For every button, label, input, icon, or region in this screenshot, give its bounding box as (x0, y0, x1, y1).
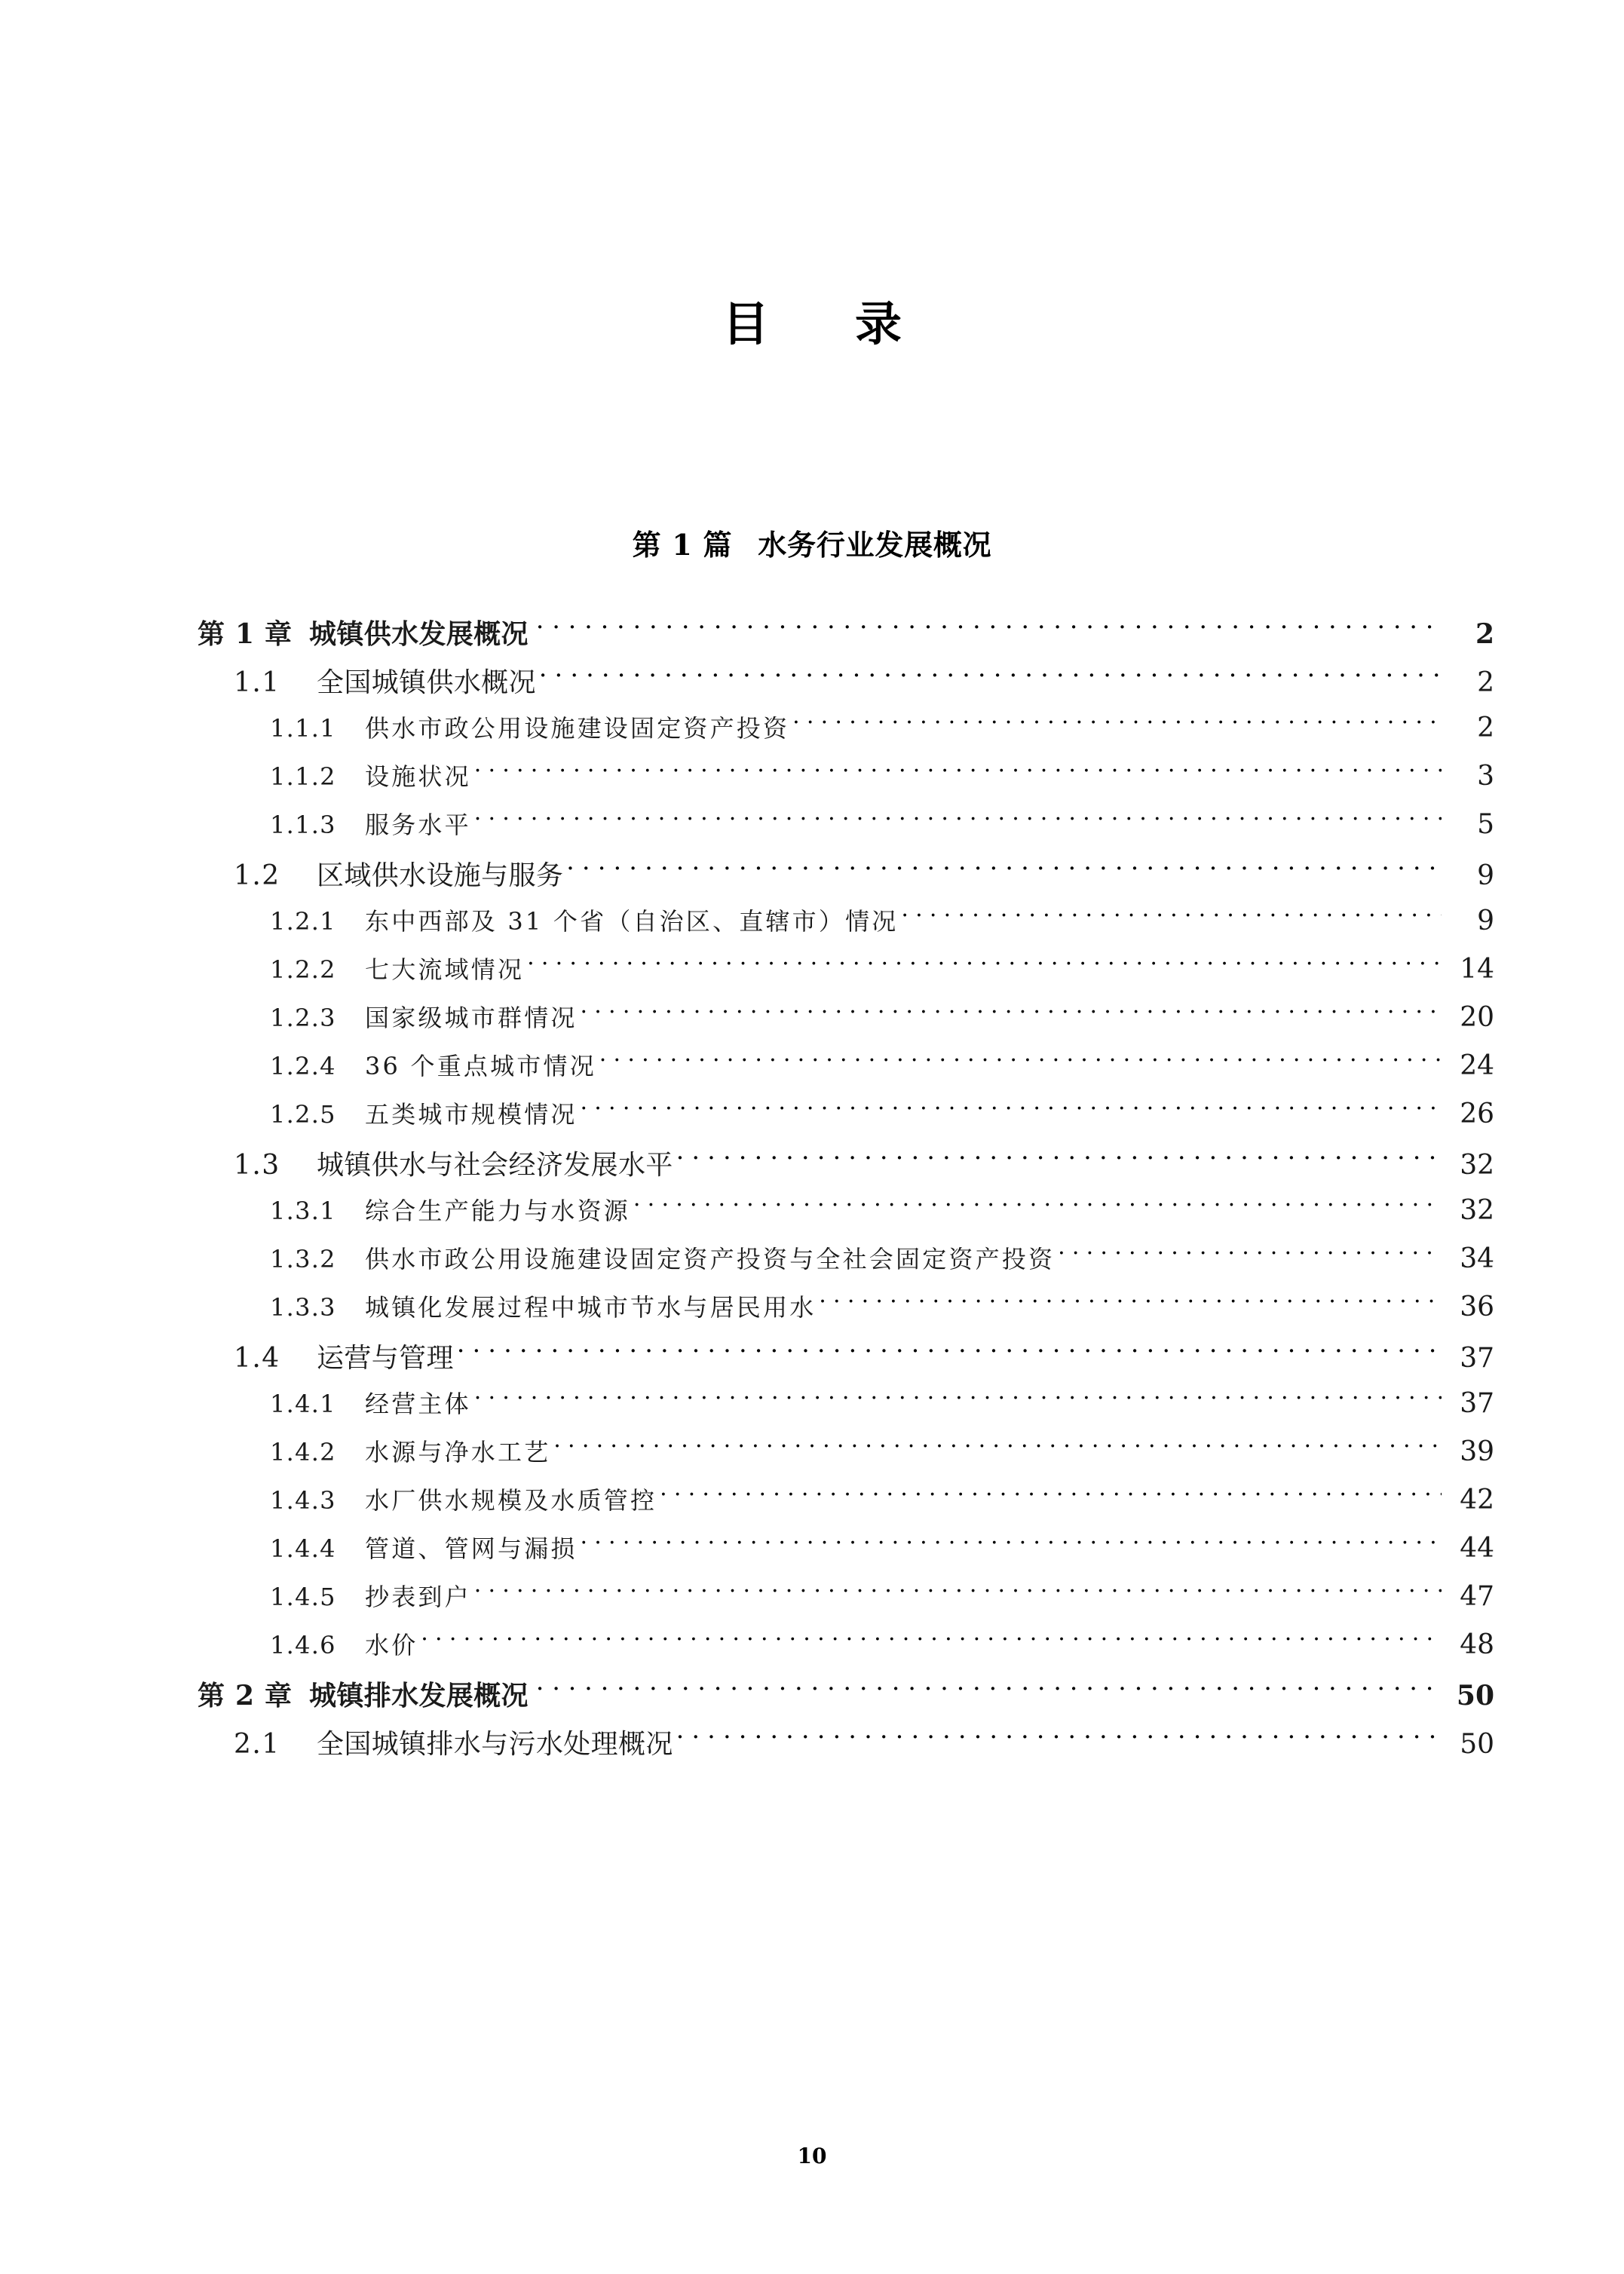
toc-entry-page-number: 37 (1460, 1343, 1494, 1374)
toc-entry-title: 城镇供水与社会经济发展水平 (317, 1150, 673, 1181)
toc-entry-label (270, 1530, 578, 1565)
toc-entry-label (270, 1240, 1055, 1275)
toc-entry-page-number: 2 (1475, 618, 1494, 650)
toc-entry-number: 1.2 (234, 860, 280, 891)
toc-entry-number: 2.1 (234, 1729, 280, 1760)
toc-entry-title: 抄表到户 (365, 1583, 471, 1611)
toc-entry-page-number: 34 (1460, 1243, 1494, 1274)
toc-entry[interactable] (234, 854, 1494, 903)
toc-entry-label (270, 951, 524, 985)
toc-entry-title: 城镇化发展过程中城市节水与居民用水 (365, 1293, 817, 1322)
toc-entry[interactable] (270, 1240, 1494, 1289)
toc-entry[interactable] (198, 613, 1494, 661)
toc-entry-title: 水源与净水工艺 (365, 1438, 551, 1466)
toc-entry[interactable] (270, 1192, 1494, 1240)
toc-entry-title: 七大流域情况 (365, 955, 525, 984)
toc-entry[interactable] (270, 1433, 1494, 1482)
toc-entry-number: 1.1.2 (270, 762, 336, 791)
toc-dot-leader (536, 616, 1442, 643)
toc-dot-leader (819, 1292, 1442, 1316)
toc-entry-label (270, 1289, 816, 1323)
part-title: 水务行业发展概况 (758, 528, 992, 562)
toc-entry-number: 1.1.3 (270, 811, 336, 839)
toc-entry[interactable] (234, 661, 1494, 709)
toc-dot-leader (581, 1099, 1442, 1123)
toc-dot-leader (527, 954, 1442, 978)
toc-entry[interactable] (270, 1096, 1494, 1144)
toc-entry[interactable] (270, 806, 1494, 854)
toc-entry-number: 1.3.3 (270, 1293, 336, 1322)
toc-entry-title: 全国城镇排水与污水处理概况 (317, 1729, 673, 1760)
footer-page-number: 10 (797, 2144, 827, 2168)
toc-entry-number: 1.4.1 (270, 1390, 336, 1418)
toc-entry-number: 1.3 (234, 1150, 280, 1181)
toc-entry-page-number: 50 (1456, 1680, 1494, 1712)
toc-entry-page-number: 9 (1477, 860, 1494, 891)
toc-entry[interactable] (270, 1530, 1494, 1578)
toc-entry-title: 区域供水设施与服务 (317, 860, 564, 891)
toc-dot-leader (457, 1340, 1442, 1367)
toc-entry-number: 第 2 章 (198, 1680, 293, 1712)
toc-entry[interactable] (270, 903, 1494, 951)
toc-entry-page-number: 24 (1460, 1050, 1494, 1081)
toc-entry-label (198, 613, 529, 651)
toc-dot-leader (660, 1485, 1442, 1509)
toc-entry-page-number: 48 (1460, 1629, 1494, 1660)
toc-dot-leader (536, 1678, 1442, 1705)
part-heading (0, 522, 1624, 563)
toc-entry-label (234, 1723, 673, 1761)
toc-entry[interactable] (234, 1337, 1494, 1385)
toc-dot-leader (1058, 1243, 1442, 1267)
toc-entry-title: 东中西部及 31 个省（自治区、直辖市）情况 (365, 907, 899, 936)
toc-entry-label (198, 1675, 529, 1713)
toc-entry-title: 综合生产能力与水资源 (365, 1197, 631, 1225)
toc-dot-leader (633, 1195, 1442, 1219)
table-of-contents (0, 613, 1624, 1771)
toc-entry-page-number: 36 (1460, 1292, 1494, 1322)
toc-dot-leader (792, 713, 1442, 737)
toc-entry-label (270, 1482, 657, 1516)
toc-entry-number: 1.3.1 (270, 1197, 336, 1225)
toc-entry[interactable] (270, 1289, 1494, 1337)
toc-entry-title: 运营与管理 (317, 1343, 454, 1374)
toc-entry-title: 城镇供水发展概况 (309, 618, 529, 650)
toc-entry-page-number: 14 (1460, 954, 1494, 985)
toc-entry-number: 1.4 (234, 1343, 280, 1374)
toc-entry[interactable] (270, 1047, 1494, 1096)
toc-dot-leader (474, 1388, 1442, 1412)
toc-entry-number: 1.4.6 (270, 1631, 336, 1660)
toc-entry-number: 1.2.3 (270, 1004, 336, 1032)
toc-dot-leader (581, 1533, 1442, 1557)
toc-entry-page-number: 20 (1460, 1002, 1494, 1033)
toc-entry-page-number: 39 (1460, 1436, 1494, 1467)
toc-entry[interactable] (270, 758, 1494, 806)
toc-entry-title: 管道、管网与漏损 (365, 1534, 578, 1563)
toc-entry-title: 供水市政公用设施建设固定资产投资 (365, 714, 790, 743)
toc-entry-label (270, 1047, 596, 1082)
toc-entry-page-number: 2 (1477, 667, 1494, 698)
toc-entry-title: 水价 (365, 1631, 418, 1660)
toc-entry-title: 全国城镇供水概况 (317, 667, 536, 698)
toc-entry-title: 经营主体 (365, 1390, 471, 1418)
toc-entry[interactable] (270, 1385, 1494, 1433)
toc-entry[interactable] (234, 1723, 1494, 1771)
toc-entry-label (270, 903, 898, 937)
toc-entry[interactable] (270, 999, 1494, 1047)
toc-dot-leader (474, 809, 1442, 833)
page-title: 目 录 (722, 296, 922, 351)
toc-dot-leader (901, 906, 1442, 930)
toc-entry-label (270, 1192, 630, 1227)
toc-entry-page-number: 3 (1477, 761, 1494, 792)
toc-entry-number: 1.4.3 (270, 1486, 336, 1515)
toc-entry[interactable] (270, 1578, 1494, 1626)
toc-entry-page-number: 32 (1460, 1195, 1494, 1226)
toc-entry[interactable] (270, 709, 1494, 758)
toc-entry-label (270, 1096, 578, 1130)
toc-entry-number: 1.2.1 (270, 907, 336, 936)
toc-entry-label (270, 1433, 550, 1468)
toc-entry-title: 五类城市规模情况 (365, 1100, 578, 1129)
toc-entry[interactable] (234, 1144, 1494, 1192)
toc-entry-label (234, 661, 536, 700)
part-number: 第 1 篇 (632, 528, 733, 562)
toc-entry-number: 1.2.4 (270, 1052, 336, 1080)
toc-entry-label (270, 709, 789, 744)
toc-dot-leader (553, 1436, 1442, 1460)
toc-entry[interactable] (198, 1675, 1494, 1723)
toc-entry-title: 设施状况 (365, 762, 471, 791)
toc-entry-label (270, 1578, 471, 1613)
toc-entry-label (234, 1337, 454, 1375)
toc-entry-label (270, 806, 471, 841)
toc-entry-label (270, 999, 578, 1034)
toc-entry-number: 第 1 章 (198, 618, 293, 650)
toc-entry-page-number: 5 (1477, 809, 1494, 840)
toc-entry-number: 1.2.2 (270, 955, 336, 984)
toc-entry[interactable] (270, 1482, 1494, 1530)
toc-entry-label (234, 1144, 673, 1182)
toc-entry-number: 1.4.5 (270, 1583, 336, 1611)
toc-entry-title: 城镇排水发展概况 (309, 1680, 529, 1712)
toc-dot-leader (676, 1726, 1442, 1753)
toc-entry-page-number: 2 (1477, 713, 1494, 743)
toc-entry-label (270, 1626, 418, 1661)
toc-dot-leader (599, 1050, 1442, 1074)
toc-entry-page-number: 50 (1460, 1729, 1494, 1760)
toc-dot-leader (539, 664, 1442, 691)
toc-entry-number: 1.4.2 (270, 1438, 336, 1466)
toc-dot-leader (421, 1629, 1442, 1653)
toc-dot-leader (474, 761, 1442, 785)
toc-dot-leader (566, 857, 1442, 884)
toc-entry-page-number: 42 (1460, 1485, 1494, 1515)
toc-entry-number: 1.1 (234, 667, 280, 698)
toc-dot-leader (581, 1002, 1442, 1026)
toc-entry-page-number: 32 (1460, 1150, 1494, 1181)
toc-dot-leader (474, 1581, 1442, 1605)
toc-entry-number: 1.2.5 (270, 1100, 336, 1129)
toc-entry-page-number: 47 (1460, 1581, 1494, 1612)
toc-entry[interactable] (270, 951, 1494, 999)
toc-entry-label (270, 758, 471, 792)
toc-entry-title: 国家级城市群情况 (365, 1004, 578, 1032)
toc-entry-title: 36 个重点城市情况 (365, 1052, 596, 1080)
toc-entry-title: 服务水平 (365, 811, 471, 839)
toc-entry[interactable] (270, 1626, 1494, 1675)
toc-entry-number: 1.3.2 (270, 1245, 336, 1273)
toc-entry-label (270, 1385, 471, 1420)
toc-entry-title: 水厂供水规模及水质管控 (365, 1486, 657, 1515)
toc-entry-page-number: 9 (1477, 906, 1494, 936)
toc-dot-leader (676, 1147, 1442, 1174)
toc-entry-number: 1.4.4 (270, 1534, 336, 1563)
toc-entry-page-number: 26 (1460, 1099, 1494, 1129)
toc-entry-number: 1.1.1 (270, 714, 336, 743)
toc-entry-page-number: 44 (1460, 1533, 1494, 1564)
toc-entry-title: 供水市政公用设施建设固定资产投资与全社会固定资产投资 (365, 1245, 1056, 1273)
toc-entry-label (234, 854, 563, 893)
toc-entry-page-number: 37 (1460, 1388, 1494, 1419)
